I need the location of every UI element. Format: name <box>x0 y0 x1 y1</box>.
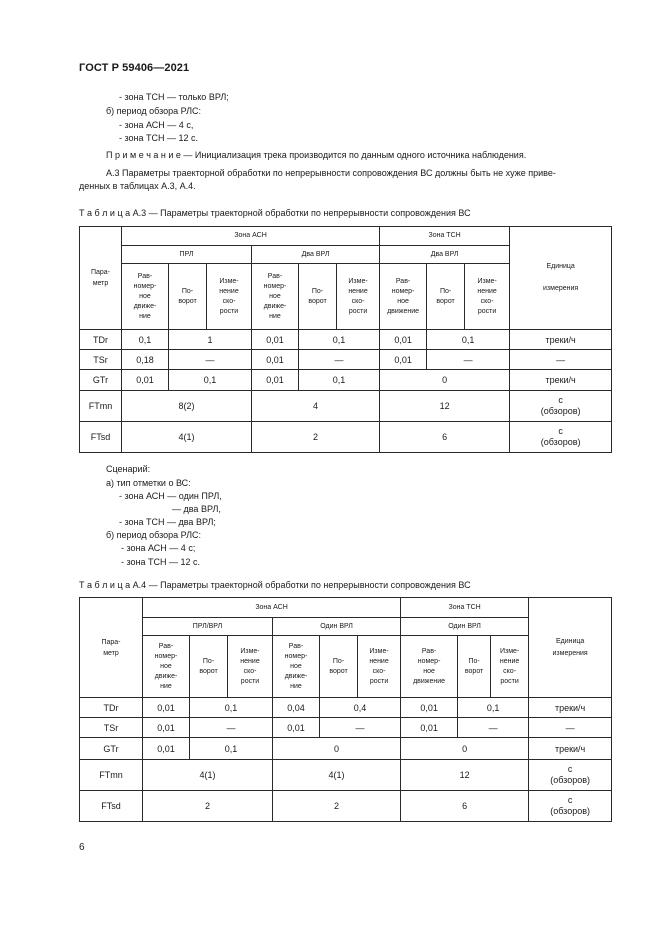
cell: 0,1 <box>169 370 252 391</box>
zone-tsn-header: Зона ТСН <box>401 598 529 618</box>
col-ravnomernoe-3: Рав- номер- ное движение <box>401 636 458 698</box>
cell: 0 <box>380 370 510 391</box>
table-row <box>80 738 612 760</box>
table-row <box>80 791 612 822</box>
a3-paragraph-line-1: А.3 Параметры траекторной обработки по непрерывности сопровождения ВС должны быть не хуже приве- <box>106 168 556 178</box>
cell: 4(1) <box>143 760 273 791</box>
col-povorot-3: По- ворот <box>458 636 491 698</box>
col-izmenenie-3: Изме- нение ско- рости <box>491 636 529 698</box>
unit-cell: с (обзоров) <box>510 391 612 422</box>
cell: 0,04 <box>273 698 320 718</box>
param-header: Пара- метр <box>80 598 143 698</box>
cell: 0,1 <box>190 698 273 718</box>
cell: 12 <box>380 391 510 422</box>
col-izmenenie-2: Изме- нение ско- рости <box>337 264 380 330</box>
scenario-line-6: б) период обзора РЛС: <box>106 530 202 540</box>
cell: 2 <box>273 791 401 822</box>
cell: 0,01 <box>122 370 169 391</box>
col-ravnomernoe-1: Рав- номер- ное движе- ние <box>122 264 169 330</box>
cell: — <box>458 718 529 738</box>
sub-dva-vrl-tsn-header: Два ВРЛ <box>380 246 510 264</box>
scenario-line-1: Сценарий: <box>106 464 151 474</box>
unit-cell: с (обзоров) <box>529 791 612 822</box>
cell: 0,4 <box>320 698 401 718</box>
cell: 0,1 <box>190 738 273 760</box>
sub-odin-vrl-tsn-header: Один ВРЛ <box>401 618 529 636</box>
col-izmenenie-1: Изме- нение ско- рости <box>207 264 252 330</box>
table-row <box>80 718 612 738</box>
table-row <box>80 350 612 370</box>
cell: — <box>169 350 252 370</box>
unit-cell: треки/ч <box>529 698 612 718</box>
unit-cell: — <box>529 718 612 738</box>
unit-cell: треки/ч <box>529 738 612 760</box>
sub-odin-vrl-asn-header: Один ВРЛ <box>273 618 401 636</box>
cell: 2 <box>143 791 273 822</box>
note-text: — Инициализация трека производится по данным одного источника наблюдения. <box>180 150 527 160</box>
row-label: FTsd <box>80 791 143 822</box>
row-label: FTmn <box>80 391 122 422</box>
intro-line-3: - зона АСН — 4 с, <box>119 120 194 130</box>
scenario-line-4: — два ВРЛ, <box>172 504 221 514</box>
sub-prl-vrl-header: ПРЛ/ВРЛ <box>143 618 273 636</box>
col-ravnomernoe-2: Рав- номер- ное движе- ние <box>273 636 320 698</box>
scenario-line-7: - зона АСН — 4 с; <box>121 543 196 553</box>
cell: 0,01 <box>143 738 190 760</box>
cell: 0,01 <box>252 370 299 391</box>
scenario-line-2: а) тип отметки о ВС: <box>106 478 191 488</box>
scenario-line-3: - зона АСН — один ПРЛ, <box>119 491 222 501</box>
table-row <box>80 422 612 453</box>
cell: 0,01 <box>401 718 458 738</box>
row-label: TSr <box>80 718 143 738</box>
cell: 0 <box>273 738 401 760</box>
cell: 6 <box>380 422 510 453</box>
cell: 0,01 <box>143 698 190 718</box>
cell: 0,01 <box>252 330 299 350</box>
cell: 4(1) <box>273 760 401 791</box>
param-header: Пара- метр <box>80 227 122 330</box>
table-row <box>80 370 612 391</box>
row-label: GTr <box>80 370 122 391</box>
row-label: TDr <box>80 330 122 350</box>
intro-line-2: б) период обзора РЛС: <box>106 106 202 116</box>
unit-cell: с (обзоров) <box>510 422 612 453</box>
note-label: П р и м е ч а н и е <box>106 150 181 160</box>
row-label: TSr <box>80 350 122 370</box>
zone-tsn-header: Зона ТСН <box>380 227 510 246</box>
col-povorot-2: По- ворот <box>320 636 358 698</box>
table3-caption-label: Т а б л и ц а <box>79 208 131 218</box>
unit-cell: треки/ч <box>510 370 612 391</box>
cell: 12 <box>401 760 529 791</box>
cell: 0,18 <box>122 350 169 370</box>
cell: — <box>190 718 273 738</box>
cell: 0,01 <box>380 330 427 350</box>
scenario-line-8: - зона ТСН — 12 с. <box>121 557 201 567</box>
table-a4 <box>79 597 612 822</box>
cell: 0,1 <box>299 370 380 391</box>
zone-asn-header: Зона АСН <box>143 598 401 618</box>
table4-caption <box>79 580 471 590</box>
cell: 0,1 <box>299 330 380 350</box>
col-ravnomernoe-2: Рав- номер- ное движе- ние <box>252 264 299 330</box>
cell: 4(1) <box>122 422 252 453</box>
cell: 0,01 <box>380 350 427 370</box>
row-label: FTsd <box>80 422 122 453</box>
col-ravnomernoe-3: Рав- номер- ное движение <box>380 264 427 330</box>
row-label: GTr <box>80 738 143 760</box>
cell: 2 <box>252 422 380 453</box>
sub-prl-header: ПРЛ <box>122 246 252 264</box>
col-izmenenie-1: Изме- нение ско- рости <box>228 636 273 698</box>
document-header: ГОСТ Р 59406—2021 <box>79 62 190 74</box>
unit-header: Единица измерения <box>510 227 612 330</box>
cell: 0 <box>401 738 529 760</box>
col-izmenenie-3: Изме- нение ско- рости <box>465 264 510 330</box>
unit-cell: с (обзоров) <box>529 760 612 791</box>
table4-caption-text: А.4 — Параметры траекторной обработки по непрерывности сопровождения ВС <box>130 580 471 590</box>
table-row <box>80 330 612 350</box>
col-izmenenie-2: Изме- нение ско- рости <box>358 636 401 698</box>
table4-caption-label: Т а б л и ц а <box>79 580 131 590</box>
cell: 0,1 <box>122 330 169 350</box>
table-a3 <box>79 226 612 453</box>
intro-line-4: - зона ТСН — 12 с. <box>119 133 199 143</box>
cell: 0,01 <box>143 718 190 738</box>
col-povorot-1: По- ворот <box>190 636 228 698</box>
col-povorot-2: По- ворот <box>299 264 337 330</box>
cell: 4 <box>252 391 380 422</box>
col-povorot-1: По- ворот <box>169 264 207 330</box>
intro-line-1: - зона ТСН — только ВРЛ; <box>119 92 229 102</box>
cell: — <box>427 350 510 370</box>
cell: 0,01 <box>273 718 320 738</box>
col-povorot-3: По- ворот <box>427 264 465 330</box>
col-ravnomernoe-1: Рав- номер- ное движе- ние <box>143 636 190 698</box>
cell: — <box>299 350 380 370</box>
cell: 8(2) <box>122 391 252 422</box>
cell: 0,1 <box>458 698 529 718</box>
table-row <box>80 760 612 791</box>
unit-cell: треки/ч <box>510 330 612 350</box>
unit-header: Единица измерения <box>529 598 612 698</box>
table3-caption <box>79 208 471 218</box>
row-label: TDr <box>80 698 143 718</box>
cell: 0,1 <box>427 330 510 350</box>
cell: — <box>320 718 401 738</box>
cell: 6 <box>401 791 529 822</box>
cell: 0,01 <box>401 698 458 718</box>
table-row <box>80 391 612 422</box>
table3-caption-text: А.3 — Параметры траекторной обработки по непрерывности сопровождения ВС <box>130 208 471 218</box>
scenario-line-5: - зона ТСН — два ВРЛ; <box>119 517 216 527</box>
unit-cell: — <box>510 350 612 370</box>
zone-asn-header: Зона АСН <box>122 227 380 246</box>
cell: 0,01 <box>252 350 299 370</box>
sub-dva-vrl-asn-header: Два ВРЛ <box>252 246 380 264</box>
row-label: FTmn <box>80 760 143 791</box>
page-number: 6 <box>79 842 85 853</box>
table-row <box>80 698 612 718</box>
cell: 1 <box>169 330 252 350</box>
a3-paragraph-line-2: денных в таблицах А.3, А.4. <box>79 181 196 191</box>
note-paragraph <box>106 148 526 162</box>
